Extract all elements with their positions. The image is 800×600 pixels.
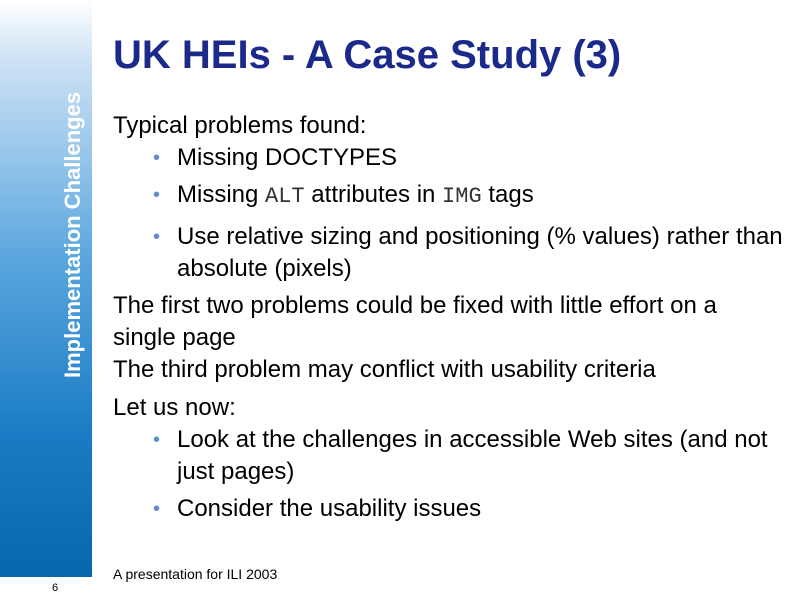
code-alt: ALT [265, 184, 305, 209]
bullet-text-pre: Missing [177, 181, 266, 208]
bullet-icon: • [153, 184, 161, 206]
bullet-usability [153, 493, 783, 525]
bullet-missing-alt [153, 179, 783, 213]
para-first-two: The first two problems could be fixed with little effort on a single page [113, 292, 717, 351]
page-number: 6 [52, 582, 59, 594]
bullet-relative-sizing [153, 221, 783, 285]
bullet-text: Consider the usability issues [177, 495, 482, 522]
intro-text: Typical problems found: [113, 112, 367, 139]
bullet-icon: • [153, 498, 161, 520]
bullet-icon: • [153, 226, 161, 248]
sidebar-title: Implementation Challenges [60, 91, 85, 378]
bullet-text-mid: attributes in [304, 181, 443, 208]
footer: A presentation for ILI 2003 [113, 566, 278, 582]
bullet-missing-doctypes [153, 142, 783, 174]
para-third: The third problem may conflict with usability criteria [113, 356, 656, 383]
bullet-text: Missing DOCTYPES [177, 144, 398, 171]
bullet-text-post: tags [481, 181, 534, 208]
bullet-text: Use relative sizing and positioning (% values) rather than absolute (pixels) [177, 223, 783, 282]
sidebar [0, 0, 92, 577]
bullet-challenges [153, 424, 783, 488]
code-img: IMG [442, 184, 482, 209]
slide-body [113, 110, 783, 530]
slide-title: UK HEIs - A Case Study (3) [113, 33, 622, 77]
bullet-text: Look at the challenges in accessible Web sites (and not just pages) [177, 426, 768, 485]
bullet-icon: • [153, 429, 161, 451]
para-let-us-now: Let us now: [113, 394, 236, 421]
bullet-icon: • [153, 147, 161, 169]
